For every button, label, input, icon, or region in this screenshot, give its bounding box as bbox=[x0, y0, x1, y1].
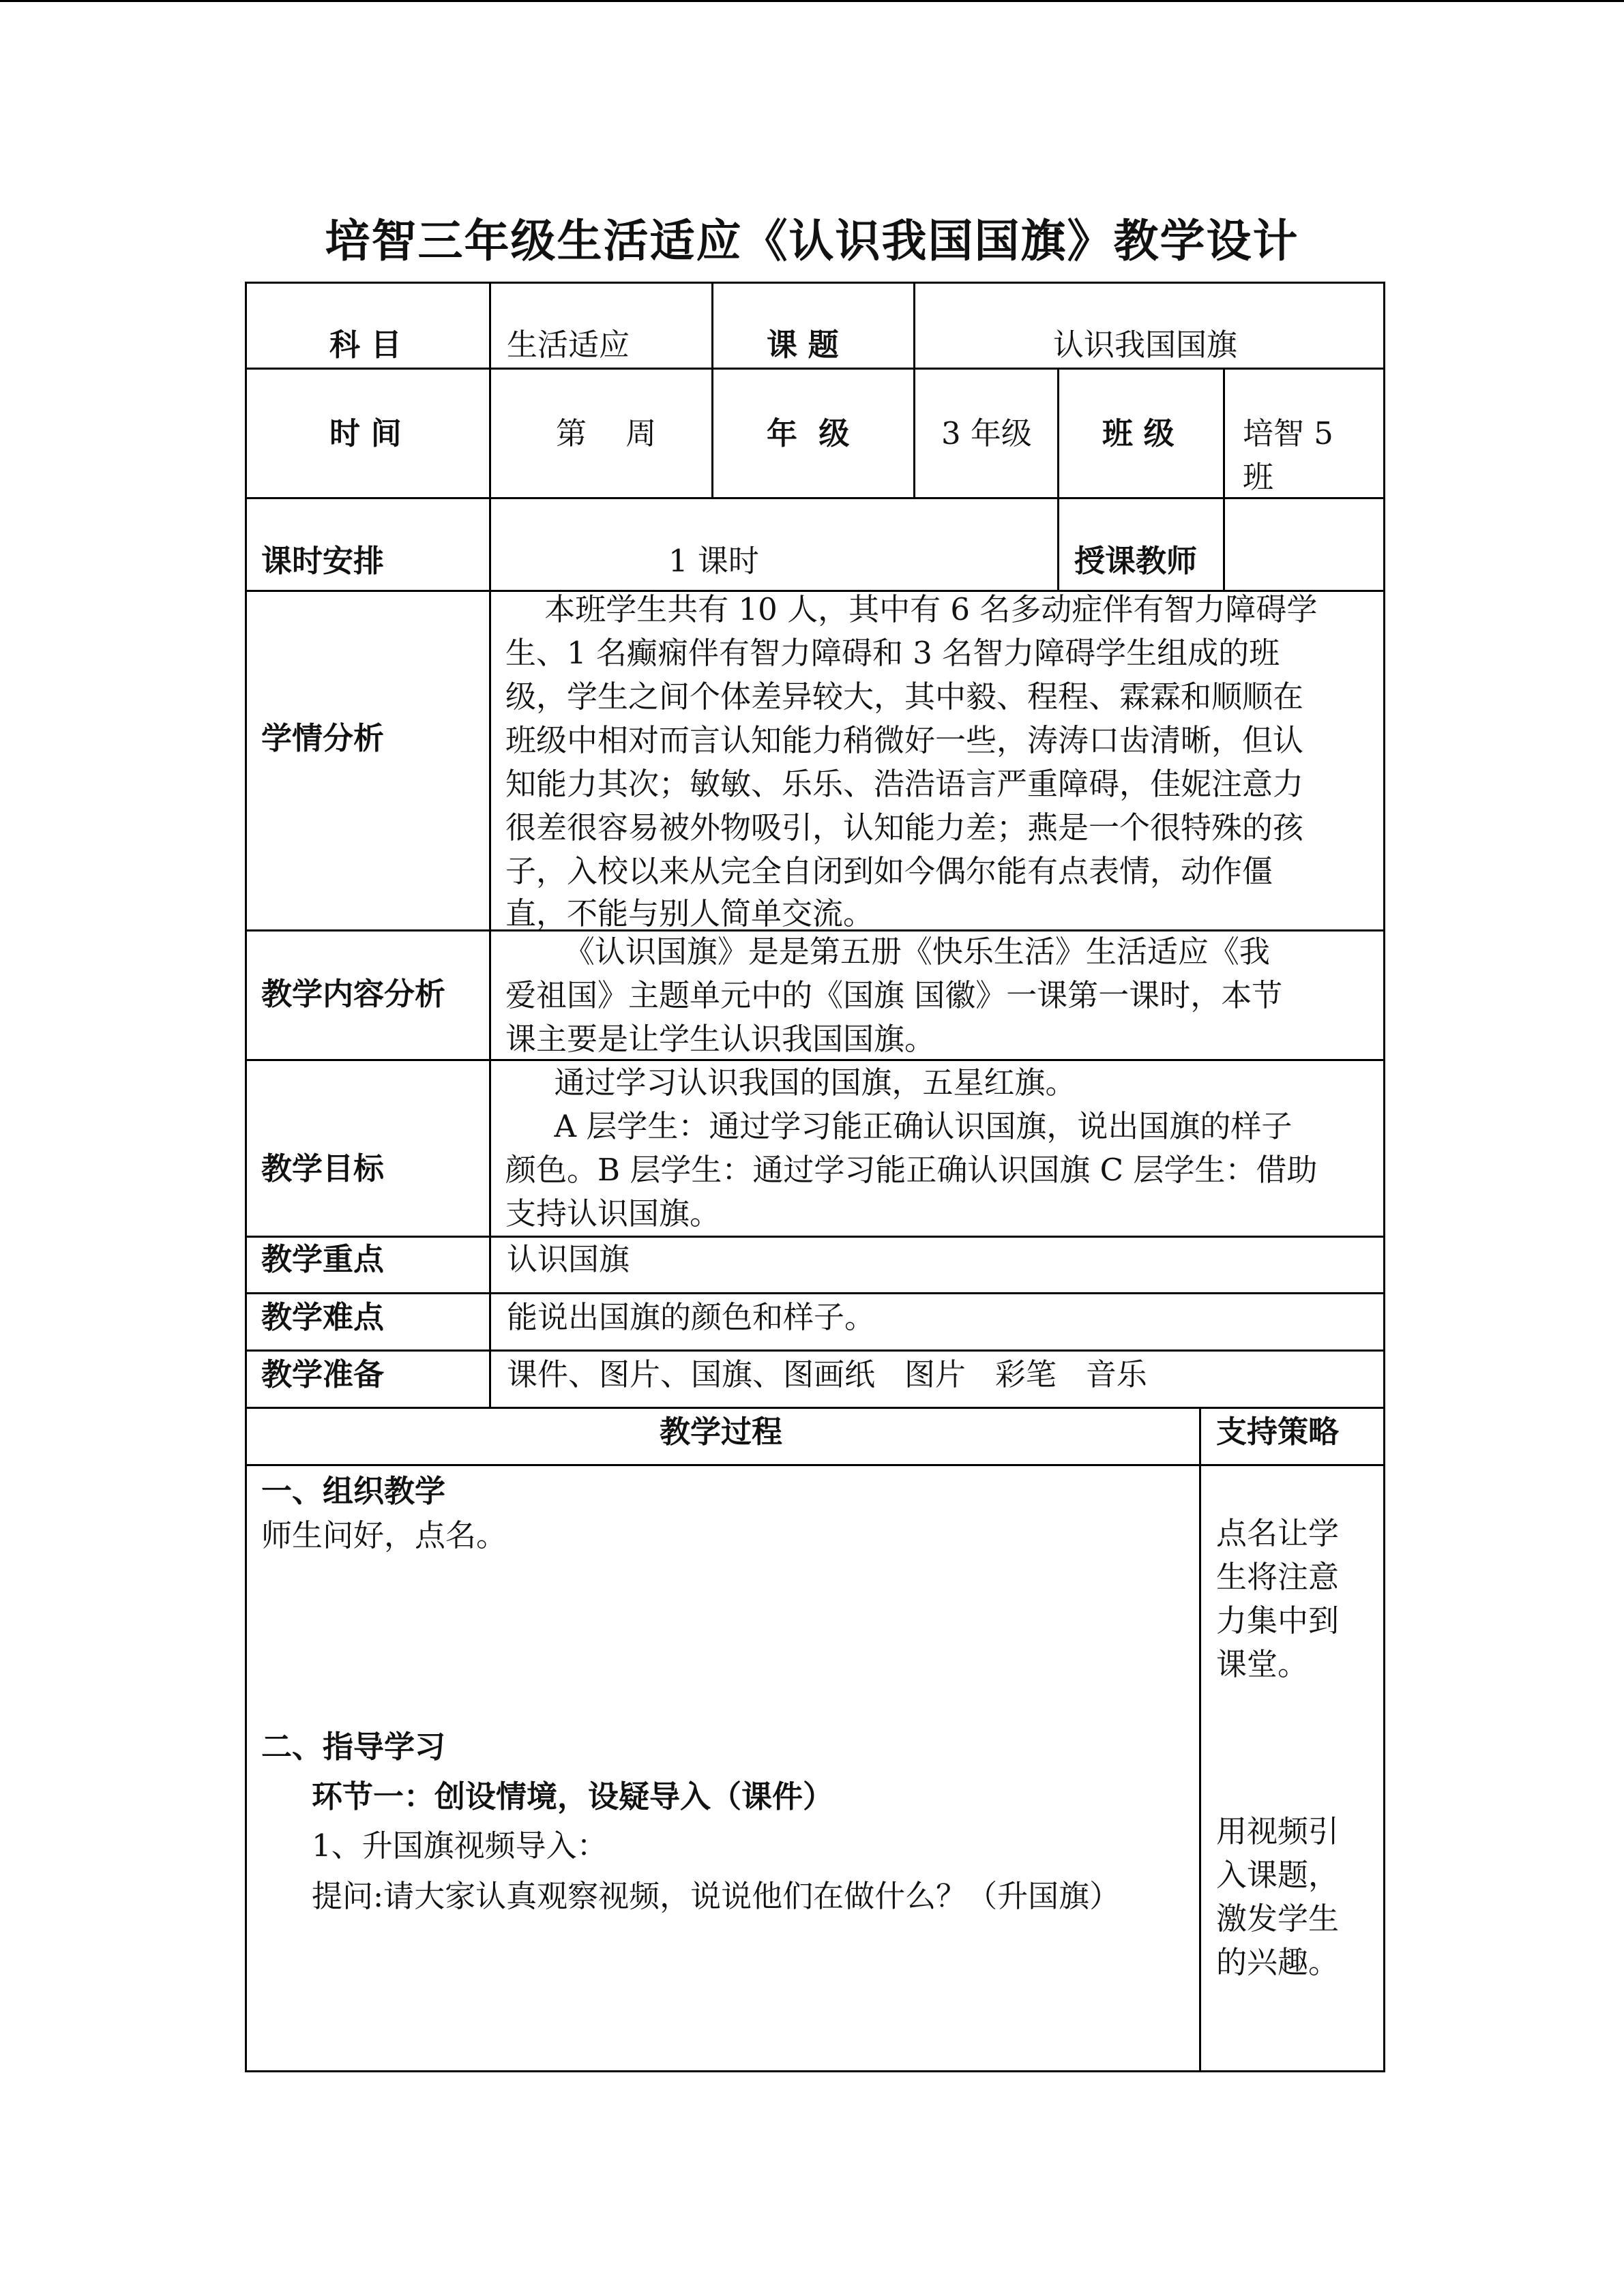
subject-label: 科 目 bbox=[329, 327, 402, 363]
step1-question: 提问:请大家认真观察视频，说说他们在做什么？（升国旗） bbox=[312, 1878, 1121, 1914]
analysis-line: 生、1 名癫痫伴有智力障碍和 3 名智力障碍学生组成的班 bbox=[505, 635, 1280, 671]
grade-label: 年 级 bbox=[767, 415, 850, 451]
objectives-line: A 层学生：通过学习能正确认识国旗，说出国旗的样子 bbox=[505, 1108, 1293, 1144]
time-value: 第 周 bbox=[556, 415, 657, 451]
class-value: 班 bbox=[1243, 459, 1274, 495]
objectives-line: 支持认识国旗。 bbox=[505, 1195, 721, 1232]
table-border bbox=[1057, 368, 1059, 590]
analysis-line: 知能力其次；敏敏、乐乐、浩浩语言严重障碍，佳妮注意力 bbox=[505, 766, 1304, 802]
preparation-value: 课件、图片、国旗、图画纸 图片 彩笔 音乐 bbox=[507, 1356, 1147, 1392]
content-analysis-line: 爱祖国》主题单元中的《国旗 国徽》一课第一课时，本节 bbox=[505, 977, 1283, 1013]
page-top-border bbox=[0, 0, 1624, 2]
key-point-label: 教学重点 bbox=[261, 1241, 385, 1277]
objectives-line: 颜色。B 层学生：通过学习能正确认识国旗 C 层学生：借助 bbox=[505, 1152, 1318, 1188]
grade-value: 3 年级 bbox=[941, 415, 1032, 451]
strategy-line: 入课题， bbox=[1216, 1857, 1340, 1893]
strategy-line: 生将注意 bbox=[1216, 1559, 1340, 1595]
table-border bbox=[245, 497, 1385, 499]
table-border bbox=[1383, 282, 1385, 2072]
table-border bbox=[245, 1236, 1385, 1238]
strategy-line: 课堂。 bbox=[1216, 1646, 1309, 1682]
period-value: 1 课时 bbox=[668, 543, 759, 579]
time-label: 时 间 bbox=[329, 415, 402, 451]
table-border bbox=[489, 282, 491, 1409]
difficulty-label: 教学难点 bbox=[261, 1299, 385, 1335]
content-analysis-label: 教学内容分析 bbox=[261, 976, 446, 1012]
document-title: 培智三年级生活适应《认识我国国旗》教学设计 bbox=[325, 215, 1299, 267]
key-point-value: 认识国旗 bbox=[507, 1241, 630, 1277]
table-border bbox=[1223, 368, 1225, 590]
table-border bbox=[913, 282, 915, 497]
analysis-line: 级，学生之间个体差异较大，其中毅、程程、霖霖和顺顺在 bbox=[505, 679, 1304, 715]
section-guide-title: 二、指导学习 bbox=[261, 1729, 446, 1765]
analysis-label: 学情分析 bbox=[261, 720, 385, 756]
table-border bbox=[245, 282, 247, 2072]
strategy-line: 点名让学 bbox=[1216, 1515, 1340, 1551]
topic-value: 认识我国国旗 bbox=[1053, 327, 1238, 363]
section-organize-title: 一、组织教学 bbox=[261, 1473, 446, 1509]
process-header: 教学过程 bbox=[660, 1414, 783, 1450]
table-border bbox=[245, 1350, 1385, 1352]
analysis-line: 本班学生共有 10 人，其中有 6 名多动症伴有智力障碍学 bbox=[505, 591, 1318, 627]
period-label: 课时安排 bbox=[261, 543, 385, 579]
preparation-label: 教学准备 bbox=[261, 1356, 385, 1392]
table-border bbox=[711, 282, 713, 497]
table-border bbox=[245, 368, 1385, 370]
step1-item: 1、升国旗视频导入： bbox=[312, 1828, 608, 1864]
table-border bbox=[245, 2070, 1385, 2072]
strategy-line: 的兴趣。 bbox=[1216, 1944, 1340, 1980]
topic-label: 课 题 bbox=[767, 327, 839, 363]
strategy-line: 力集中到 bbox=[1216, 1602, 1340, 1639]
content-analysis-line: 《认识国旗》是是第五册《快乐生活》生活适应《我 bbox=[505, 934, 1270, 970]
subject-value: 生活适应 bbox=[507, 327, 630, 363]
analysis-line: 子，入校以来从完全自闭到如今偶尔能有点表情，动作僵 bbox=[505, 853, 1273, 889]
table-border bbox=[245, 282, 1385, 284]
class-label: 班 级 bbox=[1102, 415, 1175, 451]
table-border bbox=[245, 1464, 1385, 1466]
analysis-line: 班级中相对而言认知能力稍微好一些，涛涛口齿清晰，但认 bbox=[505, 722, 1304, 758]
table-border bbox=[245, 1407, 1385, 1409]
table-border bbox=[1199, 1407, 1201, 2072]
step1-title: 环节一：创设情境，设疑导入（课件） bbox=[312, 1778, 834, 1815]
strategy-line: 激发学生 bbox=[1216, 1900, 1340, 1937]
objectives-line: 通过学习认识我国的国旗，五星红旗。 bbox=[505, 1064, 1076, 1101]
class-value: 培智 5 bbox=[1243, 415, 1333, 451]
objectives-label: 教学目标 bbox=[261, 1150, 385, 1187]
content-analysis-line: 课主要是让学生认识我国国旗。 bbox=[505, 1021, 936, 1057]
analysis-line: 很差很容易被外物吸引，认知能力差；燕是一个很特殊的孩 bbox=[505, 809, 1304, 846]
strategy-line: 用视频引 bbox=[1216, 1813, 1340, 1849]
teacher-label: 授课教师 bbox=[1074, 543, 1198, 579]
strategy-header: 支持策略 bbox=[1216, 1414, 1340, 1450]
analysis-line: 直，不能与别人简单交流。 bbox=[505, 895, 874, 931]
table-border bbox=[245, 1292, 1385, 1294]
difficulty-value: 能说出国旗的颜色和样子。 bbox=[507, 1299, 876, 1335]
section-organize-text: 师生问好，点名。 bbox=[261, 1517, 507, 1553]
